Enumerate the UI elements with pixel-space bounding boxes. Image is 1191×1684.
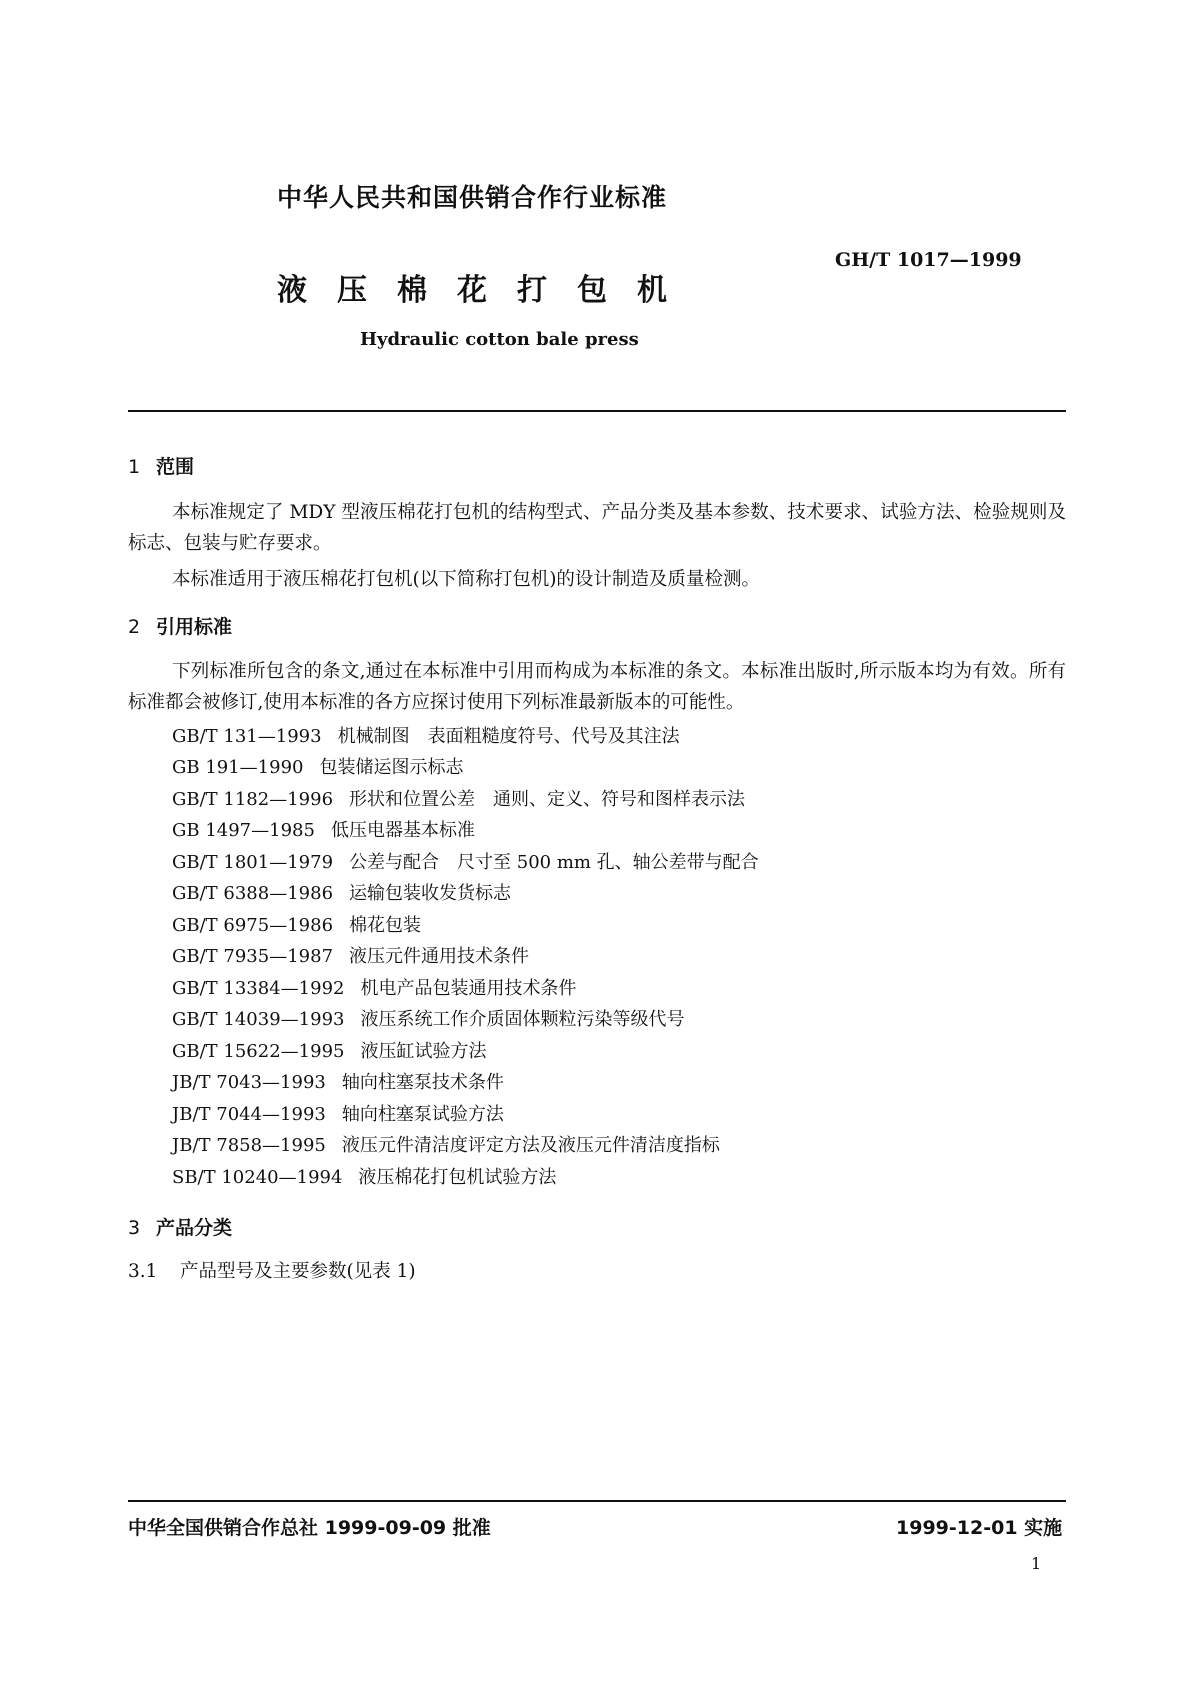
reference-code: GB 1497—1985 xyxy=(172,820,315,841)
reference-code: SB/T 10240—1994 xyxy=(172,1167,343,1188)
section-3-1-heading xyxy=(128,1257,416,1283)
reference-title: 轴向柱塞泵技术条件 xyxy=(341,1072,504,1093)
reference-title: 液压棉花打包机试验方法 xyxy=(358,1167,557,1188)
reference-code: GB 191—1990 xyxy=(172,757,304,778)
section-1-heading xyxy=(128,452,194,479)
reference-title: 公差与配合 尺寸至 500 mm 孔、轴公差带与配合 xyxy=(349,852,759,873)
reference-code: GB/T 7935—1987 xyxy=(172,946,334,967)
section-1-number: 1 xyxy=(128,456,141,478)
section-3-title: 产品分类 xyxy=(156,1217,233,1239)
reference-item xyxy=(172,879,511,905)
reference-code: JB/T 7043—1993 xyxy=(172,1072,326,1093)
reference-code: JB/T 7044—1993 xyxy=(172,1104,326,1125)
reference-item xyxy=(172,1131,720,1157)
reference-item xyxy=(172,722,680,748)
section-3-1-title: 产品型号及主要参数(见表 1) xyxy=(180,1261,416,1282)
reference-item xyxy=(172,1163,556,1189)
reference-item xyxy=(172,816,475,842)
section-3-number: 3 xyxy=(128,1217,141,1239)
reference-item xyxy=(172,1005,684,1031)
section-3-1-number: 3.1 xyxy=(128,1261,158,1282)
reference-code: GB/T 131—1993 xyxy=(172,726,322,747)
header-divider xyxy=(128,410,1066,412)
reference-title: 液压元件通用技术条件 xyxy=(349,946,530,967)
section-2-paragraph-1: 下列标准所包含的条文,通过在本标准中引用而构成为本标准的条文。本标准出版时,所示版本均为有效。所有标准都会被修订,使用本标准的各方应探讨使用下列标准最新版本的可能性。 xyxy=(128,661,1066,713)
reference-title: 包装储运图示标志 xyxy=(319,757,464,778)
reference-code: GB/T 1801—1979 xyxy=(172,852,334,873)
reference-code: GB/T 15622—1995 xyxy=(172,1041,345,1062)
reference-title: 低压电器基本标准 xyxy=(330,820,475,841)
reference-code: GB/T 6975—1986 xyxy=(172,915,334,936)
standard-number: GH/T 1017—1999 xyxy=(835,249,1022,271)
page-number: 1 xyxy=(1031,1554,1042,1573)
reference-item xyxy=(172,1100,504,1126)
section-1-paragraph-2: 本标准适用于液压棉花打包机(以下简称打包机)的设计制造及质量检测。 xyxy=(172,569,760,590)
reference-title: 形状和位置公差 通则、定义、符号和图样表示法 xyxy=(349,789,746,810)
reference-item xyxy=(172,911,421,937)
section-2-heading xyxy=(128,612,232,639)
reference-title: 机电产品包装通用技术条件 xyxy=(360,978,577,999)
reference-title: 机械制图 表面粗糙度符号、代号及其注法 xyxy=(337,726,680,747)
reference-code: JB/T 7858—1995 xyxy=(172,1135,326,1156)
standard-cn-name: 液压棉花打包机 xyxy=(277,273,697,308)
reference-item xyxy=(172,942,529,968)
standard-en-name: Hydraulic cotton bale press xyxy=(360,329,639,350)
section-1-title: 范围 xyxy=(156,456,195,478)
org-title: 中华人民共和国供销合作行业标准 xyxy=(277,183,668,212)
reference-title: 液压元件清洁度评定方法及液压元件清洁度指标 xyxy=(341,1135,720,1156)
section-3-heading xyxy=(128,1213,232,1240)
reference-item xyxy=(172,785,745,811)
reference-item xyxy=(172,1068,504,1094)
section-2-number: 2 xyxy=(128,616,141,638)
section-2-title: 引用标准 xyxy=(156,616,233,638)
implementation-date: 1999-12-01 实施 xyxy=(896,1517,1063,1539)
reference-code: GB/T 6388—1986 xyxy=(172,883,334,904)
reference-item xyxy=(172,1037,486,1063)
reference-item xyxy=(172,974,576,1000)
reference-title: 棉花包装 xyxy=(349,915,422,936)
reference-title: 液压缸试验方法 xyxy=(360,1041,487,1062)
reference-title: 轴向柱塞泵试验方法 xyxy=(341,1104,504,1125)
footer-divider xyxy=(128,1500,1066,1502)
section-1-paragraph-1: 本标准规定了 MDY 型液压棉花打包机的结构型式、产品分类及基本参数、技术要求、试验方法、检验规则及标志、包装与贮存要求。 xyxy=(128,502,1066,554)
reference-title: 运输包装收发货标志 xyxy=(349,883,512,904)
approval-line: 中华全国供销合作总社 1999-09-09 批准 xyxy=(128,1517,491,1539)
reference-code: GB/T 14039—1993 xyxy=(172,1009,345,1030)
reference-item xyxy=(172,753,464,779)
reference-item xyxy=(172,848,759,874)
reference-code: GB/T 13384—1992 xyxy=(172,978,345,999)
reference-title: 液压系统工作介质固体颗粒污染等级代号 xyxy=(360,1009,685,1030)
reference-code: GB/T 1182—1996 xyxy=(172,789,334,810)
